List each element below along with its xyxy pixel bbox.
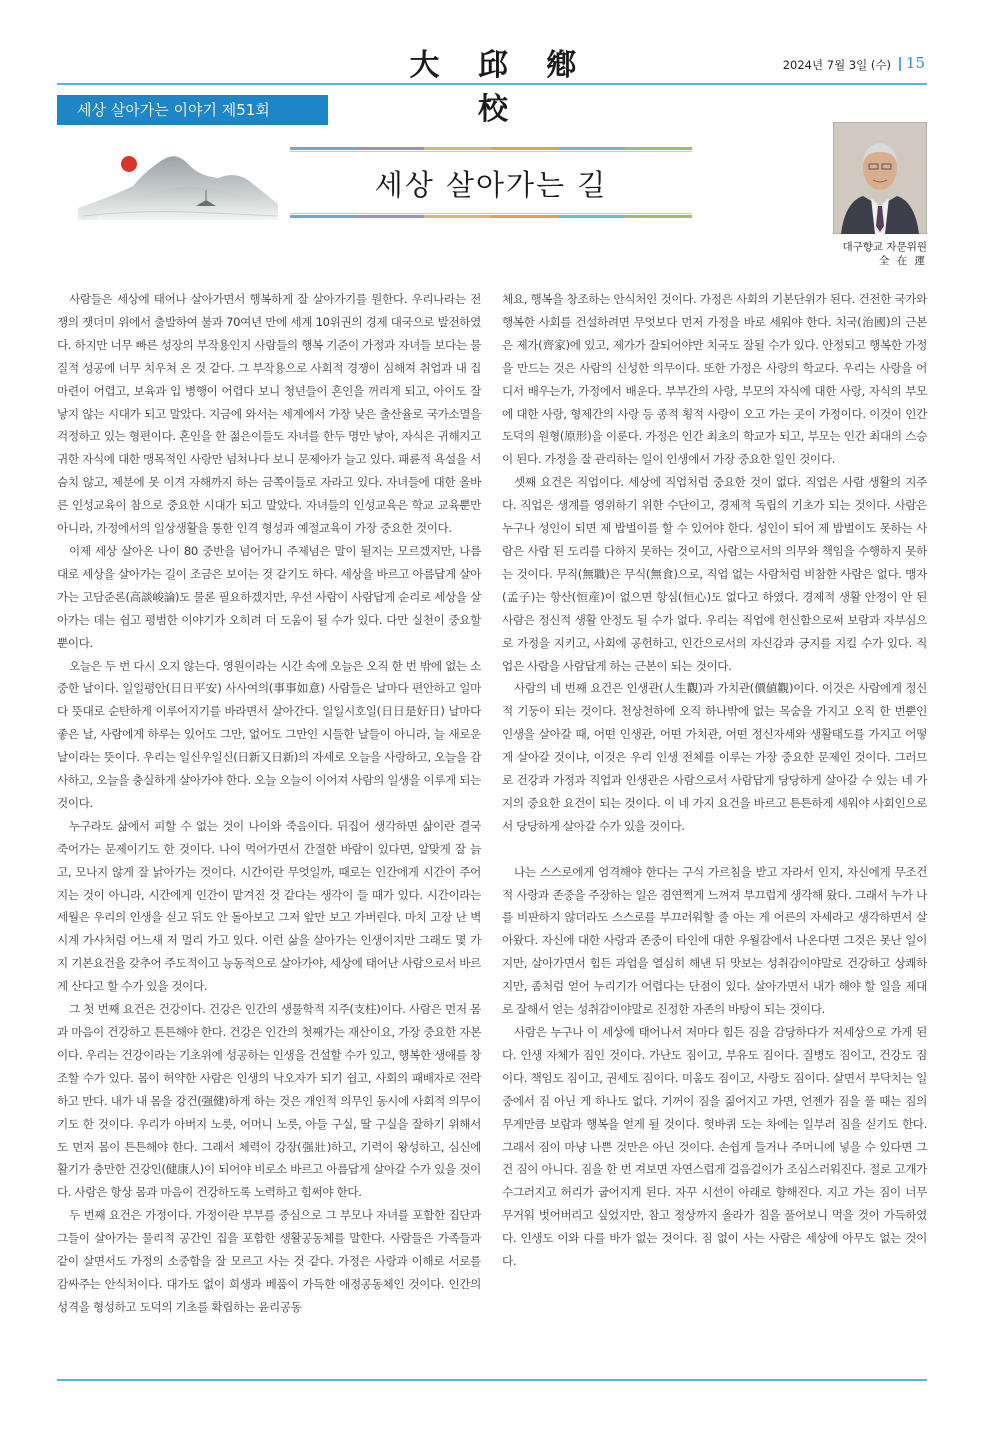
paragraph: 누구라도 삶에서 피할 수 없는 것이 나이와 죽음이다. 뒤집어 생각하면 삶이란 결국 죽어가는 문제이기도 한 것이다. 나이 먹어가면서 간절한 바람이 있다면, 알맞게 잘 늙고, 모나지 않게 잘 낡아가는 것이다. 시간이란 무엇일까, 때로는 인간에게 시간이 주어지는 것이 아니라, 시간에게 인간이 맡겨진 것 같다는 생각이 들 때가 있다. 시간이라는 세월은 우리의 인생을 싣고 뒤도 안 돌아보고 그저 앞만 보고 가버린다. 마치 고장 난 벽시계 가사처럼 어느새 저 멀리 가고 있다. 이런 삶을 살아가는 인생이지만 그래도 몇 가지 기본요건을 갖추어 주도적이고 능동적으로 살아가야, 세상에 태어난 사람으로서 바르게 산다고 할 수가 있을 것이다.: [57, 818, 481, 994]
article-title: 세상 살아가는 길: [374, 168, 608, 202]
paragraph: 사람의 네 번째 요건은 인생관(人生觀)과 가치관(價値觀)이다. 이것은 사람에게 정신적 기둥이 되는 것이다. 천상천하에 오직 하나밖에 없는 목숨을 가지고 오직 한 번뿐인 인생을 살아갈 때, 어떤 인생관, 어떤 가치관, 어떤 정신자세와 생활태도를 가지고 어떻게 살아갈 것이냐, 이것은 우리 인생 전체를 이루는 가장 중요한 문제인 것이다. 그러므로 건강과 가정과 직업과 인생관은 사람으로서 사람답게 당당하게 살아갈 수 있는 네 가지의 중요한 요건이 되는 것이다. 이 네 가지 요건을 바르고 튼튼하게 세워야 사회인으로서 당당하게 살아갈 수가 있을 것이다.: [502, 681, 927, 833]
mountain-landscape-illustration: [78, 148, 278, 220]
top-rule: [57, 83, 927, 85]
author-portrait-photo: [833, 122, 927, 234]
article-column-right: [502, 288, 927, 1273]
bottom-rule: [57, 1379, 927, 1381]
paragraph: 사람은 누구나 이 세상에 태어나서 저마다 힘든 짐을 감당하다가 저세상으로 가게 된다. 인생 자체가 짐인 것이다. 가난도 짐이고, 부유도 짐이다. 질병도 짐이고, 건강도 짐이다. 책임도 짐이고, 권세도 짐이다. 미움도 짐이고, 사랑도 짐이다. 살면서 부닥치는 일 중에서 짐 아닌 게 하나도 없다. 기꺼이 짐을 짊어지고 가면, 언젠가 짐을 풀 때는 짐의 무게만큼 보람과 행복을 얻게 될 것이다. 헛바퀴 도는 차에는 일부러 짐을 싣기도 한다. 그래서 짐이 마냥 나쁜 것만은 아닌 것이다. 손쉽게 들거나 주머니에 넣을 수 있다면 그건 짐이 아니다. 짐을 한 번 져보면 자연스럽게 걸음걸이가 조심스러워진다. 절로 고개가 수그러지고 허리가 굽어지게 된다. 자꾸 시선이 아래로 향해진다. 지고 가는 짐이 너무 무거워 벗어버리고 싶었지만, 참고 정상까지 올라가 짐을 풀어보니 먹을 것이 가득하였다. 인생도 이와 다를 바가 없는 것이다. 짐 없이 사는 사람은 세상에 아무도 없는 것이다.: [502, 1024, 927, 1269]
author-name: 全 在 運: [878, 255, 927, 267]
paragraph: 오늘은 두 번 다시 오지 않는다. 영원이라는 시간 속에 오늘은 오직 한 번 밖에 없는 소중한 날이다. 일일평안(日日平安) 사사여의(事事如意) 사람들은 날마다 편안하고 일마다 뜻대로 순탄하게 이루어지기를 바라면서 살아간다. 일일시호일(日日是好日) 날마다 좋은 날, 사람에게 하루는 있어도 그만, 없어도 그만인 시들한 날들이 아니라, 늘 새로운 날이라는 뜻이다. 우리는 일신우일신(日新又日新)의 자세로 오늘을 사랑하고, 오늘을 감사하고, 오늘을 충실하게 살아가야 한다. 오늘 오늘이 이어져 사람의 일생을 이루게 되는 것이다.: [57, 658, 481, 810]
paragraph: 이제 세상 살아온 나이 80 중반을 넘어가니 주제넘은 말이 될지는 모르겠지만, 나름대로 세상을 살아가는 길이 조금은 보이는 것 같기도 하다. 세상을 바르고 아름답게 살아가는 고담준론(高談峻論)도 물론 필요하겠지만, 우선 사람이 사람답게 순리로 세상을 살아가는 데는 쉽고 평범한 이야기가 오히려 더 도움이 될 수가 있다. 다만 실천이 중요할 뿐이다.: [57, 543, 481, 650]
paragraph: 나는 스스로에게 엄격해야 한다는 구식 가르침을 받고 자라서 인지, 자신에게 무조건적 사랑과 존중을 주장하는 일은 겸연쩍게 느껴져 부끄럽게 생각해 왔다. 그래서 누가 나를 비판하지 않더라도 스스로를 부끄러워할 줄 아는 게 어른의 자세라고 생각하면서 살아왔다. 자신에 대한 사랑과 존중이 타인에 대한 우월감에서 나온다면 그것은 못난 일이지만, 살아가면서 힘든 과업을 열심히 해낸 뒤 맛보는 성취감이야말로 건강하고 상쾌하지만, 좀처럼 얻어 누리기가 어렵다는 단점이 있다. 살아가면서 내가 해야 할 일을 제대로 잘해서 얻는 성취감이야말로 진정한 자존의 바탕이 되는 것이다.: [502, 864, 927, 1017]
newspaper-title: 大 邱 鄕 校: [409, 48, 591, 127]
paragraph: 사람들은 세상에 태어나 살아가면서 행복하게 잘 살아가기를 원한다. 우리나라는 전쟁의 잿더미 위에서 출발하여 불과 70여년 만에 세계 10위권의 경제 대국으로 발전하였다. 하지만 너무 빠른 성장의 부작용인지 사람들의 행복 기준이 가정과 자녀들 보다는 물질적 성공에 너무 치우쳐 온 것 같다. 그 부작용으로 사회적 경쟁이 심해져 취업과 내 집 마련이 어렵고, 보육과 입 병행이 어렵다 보니 청년들이 혼인을 꺼리게 되고, 아이도 잘 낳지 않는 시대가 되고 말았다. 지금에 와서는 세계에서 가장 낮은 출산율로 국가소멸을 걱정하고 있는 형편이다. 혼인을 한 젊은이들도 자녀를 한두 명만 낳아, 자식은 귀해지고 귀한 자식에 대한 맹목적인 사랑만 넘쳐나다 보니 문제아가 늘고 있다. 패륜적 욕설을 서슴치 않고, 제분에 못 이겨 자해까지 하는 금쪽이들로 자라고 있다. 자녀들에 대한 올바른 인성교육이 참으로 중요한 시대가 되고 말았다. 자녀들의 인성교육은 학교 교육뿐만 아니라, 가정에서의 일상생활을 통한 인격 형성과 예절교육이 가장 중요한 것이다.: [57, 292, 481, 536]
issue-date: 2024년 7월 3일 (수): [782, 58, 891, 72]
paragraph: 셋째 요건은 직업이다. 세상에 직업처럼 중요한 것이 없다. 직업은 사람 생활의 지주다. 직업은 생계를 영위하기 위한 수단이고, 경제적 독립의 기초가 되는 것이다. 사람은 누구나 성인이 되면 제 밥벌이를 할 수 있어야 한다. 성인이 되어 제 밥벌이도 못하는 사람은 사람 된 도리를 다하지 못하는 것이고, 사람으로서의 의무와 책임을 수행하지 못하는 것이다. 무직(無職)은 무식(無食)으로, 직업 없는 사람처럼 비참한 사람은 없다. 맹자(孟子)는 항산(恒産)이 없으면 항심(恒心)도 없다고 하였다. 경제적 생활 안정이 안 된 사람은 정신적 생활 안정도 될 수가 없다. 우리는 직업에 헌신함으로써 보람과 자부심으로 가정을 지키고, 사회에 공헌하고, 인간으로서의 자신감과 긍지를 지킬 수가 있다. 직업은 사람을 사람답게 하는 근본이 되는 것이다.: [502, 475, 927, 673]
title-top-stripes: [290, 147, 692, 153]
paragraph: 체요, 행복을 창조하는 안식처인 것이다. 가정은 사회의 기본단위가 된다. 건전한 국가와 행복한 사회를 건설하려면 무엇보다 먼저 가정을 바로 세워야 한다. 치국(治國)의 근본은 제가(齊家)에 있고, 제가가 잘되어야만 치국도 잘될 수가 있다. 안정되고 행복한 가정을 만드는 것은 사람의 신성한 의무이다. 또한 가정은 사랑의 학교다. 우리는 사랑을 어디서 배우는가, 가정에서 배운다. 부부간의 사랑, 부모의 자식에 대한 사랑, 자식의 부모에 대한 사랑, 형제간의 사랑 등 종적 횡적 사랑이 오고 가는 곳이 가정이다. 이것이 인간 도덕의 원형(原形)을 이룬다. 가정은 인간 최초의 학교가 되고, 부모는 인간 최대의 스승이 된다. 가정을 잘 관리하는 일이 인생에서 가장 중요한 일인 것이다.: [502, 292, 927, 467]
article-title-box: [290, 147, 692, 219]
paragraph: 그 첫 번째 요건은 건강이다. 건강은 인간의 생물학적 지주(支柱)이다. 사람은 먼저 몸과 마음이 건강하고 튼튼해야 한다. 건강은 인간의 첫째가는 재산이요, 가장 중요한 자본이다. 우리는 건강이라는 기초위에 성공하는 인생을 건설할 수가 있고, 행복한 생애를 창조할 수가 있다. 몸이 허약한 사람은 인생의 낙오자가 되기 쉽고, 사회의 패배자로 전락하고 만다. 내가 내 몸을 강건(强健)하게 하는 것은 개인적 의무인 동시에 사회적 의무이기도 한 것이다. 우리가 아버지 노릇, 어머니 노릇, 아들 구실, 딸 구실을 잘하기 위해서도 먼저 몸이 튼튼해야 한다. 그래서 체력이 강장(强壯)하고, 기력이 왕성하고, 심신에 활기가 충만한 건강인(健康人)이 되어야 비로소 바르고 아름답게 살아갈 수가 있을 것이다. 사람은 항상 몸과 마음이 건강하도록 노력하고 힘써야 한다.: [57, 1002, 481, 1200]
paragraph: 두 번째 요건은 가정이다. 가정이란 부부를 중심으로 그 부모나 자녀를 포함한 집단과 그들이 살아가는 물리적 공간인 집을 포함한 생활공동체를 말한다. 사람들은 가족들과 같이 살면서도 가정의 소중함을 잘 모르고 사는 것 같다. 가정은 사랑과 이해로 서로를 감싸주는 안식처이다. 대가도 없이 희생과 베품이 가득한 애정공동체인 것이다. 인간의 성격을 형성하고 도덕의 기초를 확립하는 윤리공동: [57, 1208, 481, 1314]
title-bottom-stripes: [290, 213, 692, 219]
red-sun-icon: [121, 156, 137, 172]
article-column-left: [57, 288, 481, 1319]
series-banner: 세상 살아가는 이야기 제51회: [57, 95, 328, 125]
page-number: 15: [905, 54, 925, 72]
date-separator: [899, 57, 901, 71]
author-role: 대구향교 자문위원: [842, 241, 927, 253]
